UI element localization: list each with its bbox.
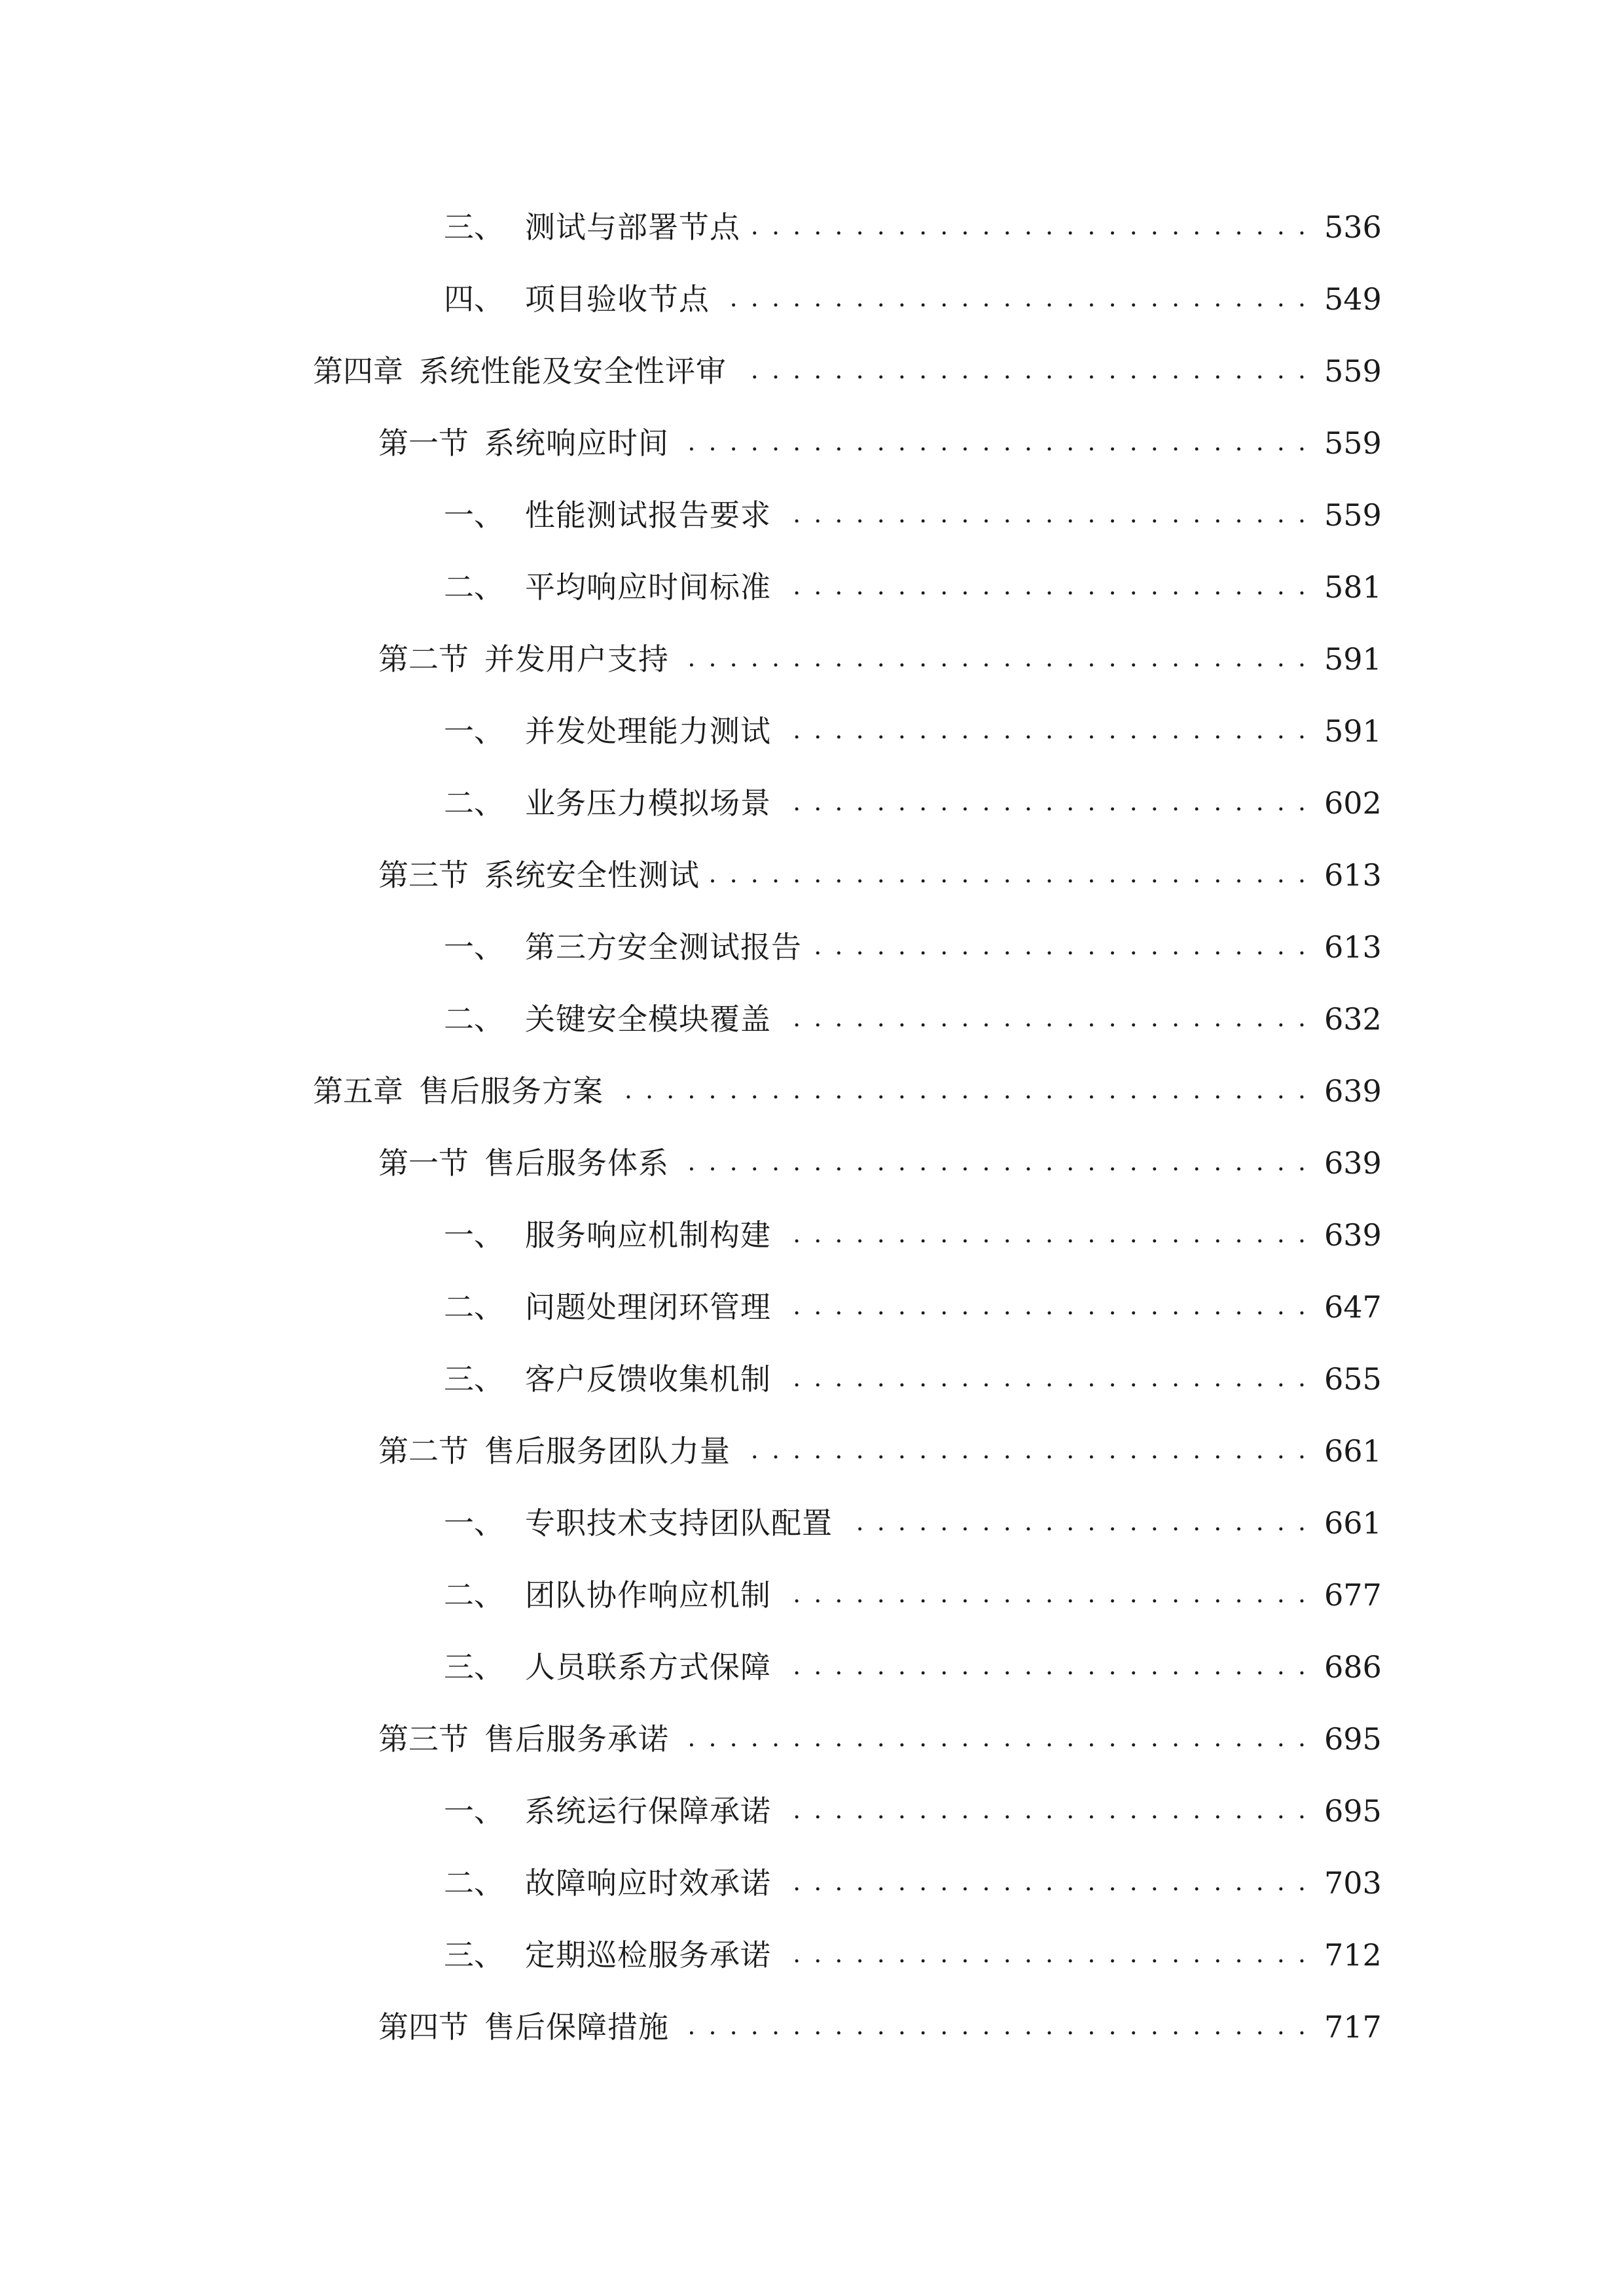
toc-entry-title: 团队协作响应机制 — [525, 1577, 771, 1613]
toc-entry-page-number: 613 — [1324, 929, 1382, 965]
toc-entry-page-number: 639 — [1324, 1217, 1382, 1253]
toc-dot-leader — [812, 932, 1308, 962]
toc-entry-title: 关键安全模块覆盖 — [525, 1001, 771, 1037]
toc-dot-leader — [782, 1796, 1308, 1826]
toc-entry-title: 并发用户支持 — [484, 641, 669, 677]
toc-entry-label — [378, 425, 669, 461]
toc-entry-page-number: 591 — [1324, 641, 1382, 677]
toc-entry-number: 二、 — [444, 569, 504, 605]
toc-entry-number: 第五章 — [313, 1073, 403, 1109]
toc-entry-title: 系统安全性测试 — [484, 857, 700, 893]
toc-entry-label — [444, 281, 710, 317]
toc-entry-title: 客户反馈收集机制 — [525, 1361, 771, 1397]
toc-entry-label — [378, 1721, 669, 1757]
toc-entry[interactable] — [0, 623, 1624, 695]
toc-entry-page-number: 661 — [1324, 1505, 1382, 1541]
toc-dot-leader — [782, 1004, 1308, 1034]
toc-entry[interactable] — [0, 1991, 1624, 2063]
toc-entry-number: 四、 — [444, 281, 504, 317]
toc-entry[interactable] — [0, 551, 1624, 623]
toc-entry-title: 售后保障措施 — [484, 2009, 669, 2045]
toc-dot-leader — [782, 788, 1308, 818]
toc-entry-label — [444, 1505, 833, 1541]
toc-entry[interactable] — [0, 1631, 1624, 1703]
toc-entry[interactable] — [0, 1127, 1624, 1199]
toc-dot-leader — [782, 500, 1308, 530]
toc-entry-number: 二、 — [444, 785, 504, 821]
toc-entry[interactable] — [0, 1919, 1624, 1991]
toc-entry-title: 系统运行保障承诺 — [525, 1793, 771, 1829]
toc-entry[interactable] — [0, 191, 1624, 263]
table-of-contents — [0, 191, 1624, 2063]
toc-entry-label — [444, 209, 740, 245]
toc-dot-leader — [751, 212, 1308, 242]
toc-entry-page-number: 581 — [1324, 569, 1382, 605]
toc-entry-label — [444, 1865, 771, 1901]
toc-entry-label — [444, 1361, 771, 1397]
toc-entry-page-number: 536 — [1324, 209, 1382, 245]
toc-entry[interactable] — [0, 1559, 1624, 1631]
toc-entry-label — [444, 1937, 771, 1973]
toc-entry[interactable] — [0, 1055, 1624, 1127]
toc-entry[interactable] — [0, 479, 1624, 551]
toc-entry-label — [378, 1145, 669, 1181]
toc-entry-title: 测试与部署节点 — [525, 209, 740, 245]
toc-entry-title: 专职技术支持团队配置 — [525, 1505, 833, 1541]
toc-entry-number: 三、 — [444, 1649, 504, 1685]
toc-dot-leader — [782, 1940, 1308, 1970]
toc-entry[interactable] — [0, 1847, 1624, 1919]
toc-entry-label — [444, 1217, 771, 1253]
toc-entry-page-number: 559 — [1324, 353, 1382, 389]
toc-entry-page-number: 661 — [1324, 1433, 1382, 1469]
toc-entry-page-number: 559 — [1324, 425, 1382, 461]
toc-entry-title: 系统响应时间 — [484, 425, 669, 461]
toc-entry-title: 问题处理闭环管理 — [525, 1289, 771, 1325]
toc-dot-leader — [843, 1508, 1308, 1538]
toc-dot-leader — [741, 1436, 1308, 1466]
toc-entry-title: 售后服务团队力量 — [484, 1433, 731, 1469]
toc-entry-page-number: 655 — [1324, 1361, 1382, 1397]
toc-entry-page-number: 632 — [1324, 1001, 1382, 1037]
toc-entry-title: 性能测试报告要求 — [525, 497, 771, 533]
toc-entry-number: 第一节 — [378, 1145, 469, 1181]
toc-entry-title: 售后服务方案 — [419, 1073, 604, 1109]
toc-entry-number: 二、 — [444, 1289, 504, 1325]
toc-entry-number: 一、 — [444, 713, 504, 749]
toc-dot-leader — [782, 1580, 1308, 1610]
toc-entry-number: 第三节 — [378, 857, 469, 893]
toc-entry-label — [444, 929, 802, 965]
toc-entry-page-number: 591 — [1324, 713, 1382, 749]
toc-entry-page-number: 602 — [1324, 785, 1382, 821]
toc-dot-leader — [679, 644, 1308, 674]
toc-entry-title: 平均响应时间标准 — [525, 569, 771, 605]
toc-entry-number: 第二节 — [378, 1433, 469, 1469]
toc-entry-number: 一、 — [444, 1505, 504, 1541]
toc-entry-title: 项目验收节点 — [525, 281, 710, 317]
toc-entry[interactable] — [0, 1271, 1624, 1343]
toc-entry-title: 并发处理能力测试 — [525, 713, 771, 749]
toc-entry[interactable] — [0, 767, 1624, 839]
toc-dot-leader — [679, 1148, 1308, 1178]
toc-dot-leader — [737, 356, 1308, 386]
toc-entry-number: 第一节 — [378, 425, 469, 461]
toc-dot-leader — [710, 860, 1308, 890]
toc-entry[interactable] — [0, 407, 1624, 479]
toc-entry-title: 业务压力模拟场景 — [525, 785, 771, 821]
toc-entry[interactable] — [0, 1415, 1624, 1487]
toc-entry-number: 第三节 — [378, 1721, 469, 1757]
toc-entry-number: 一、 — [444, 929, 504, 965]
toc-entry-page-number: 695 — [1324, 1793, 1382, 1829]
toc-entry-title: 售后服务承诺 — [484, 1721, 669, 1757]
toc-entry-number: 二、 — [444, 1001, 504, 1037]
toc-entry-label — [444, 1793, 771, 1829]
toc-entry[interactable] — [0, 839, 1624, 911]
toc-entry-page-number: 695 — [1324, 1721, 1382, 1757]
toc-entry-title: 定期巡检服务承诺 — [525, 1937, 771, 1973]
toc-entry-label — [313, 1073, 604, 1109]
toc-entry-label — [444, 1649, 771, 1685]
toc-dot-leader — [782, 1652, 1308, 1682]
toc-entry-label — [444, 713, 771, 749]
toc-entry-number: 三、 — [444, 1361, 504, 1397]
toc-entry-title: 系统性能及安全性评审 — [419, 353, 727, 389]
toc-entry-title: 第三方安全测试报告 — [525, 929, 802, 965]
toc-dot-leader — [782, 716, 1308, 746]
toc-entry-page-number: 549 — [1324, 281, 1382, 317]
toc-dot-leader — [679, 428, 1308, 458]
toc-entry-number: 第四章 — [313, 353, 403, 389]
toc-entry-number: 三、 — [444, 209, 504, 245]
toc-entry-page-number: 686 — [1324, 1649, 1382, 1685]
toc-entry[interactable] — [0, 1487, 1624, 1559]
toc-entry-page-number: 703 — [1324, 1865, 1382, 1901]
toc-dot-leader — [782, 1868, 1308, 1898]
toc-dot-leader — [782, 572, 1308, 602]
toc-entry-title: 故障响应时效承诺 — [525, 1865, 771, 1901]
toc-entry-page-number: 717 — [1324, 2009, 1382, 2045]
toc-entry-label — [444, 497, 771, 533]
toc-entry-number: 第二节 — [378, 641, 469, 677]
toc-entry-page-number: 639 — [1324, 1073, 1382, 1109]
toc-entry[interactable] — [0, 263, 1624, 335]
toc-dot-leader — [720, 284, 1308, 314]
toc-entry-label — [444, 1289, 771, 1325]
toc-entry-title: 服务响应机制构建 — [525, 1217, 771, 1253]
toc-entry[interactable] — [0, 1775, 1624, 1847]
toc-entry-label — [313, 353, 727, 389]
toc-entry-label — [444, 1577, 771, 1613]
toc-entry-label — [378, 2009, 669, 2045]
toc-entry-label — [444, 569, 771, 605]
toc-dot-leader — [782, 1220, 1308, 1250]
toc-entry-number: 二、 — [444, 1577, 504, 1613]
toc-entry-label — [444, 785, 771, 821]
toc-dot-leader — [614, 1076, 1308, 1106]
toc-entry-page-number: 712 — [1324, 1937, 1382, 1973]
toc-entry-title: 售后服务体系 — [484, 1145, 669, 1181]
toc-dot-leader — [782, 1292, 1308, 1322]
toc-dot-leader — [679, 2012, 1308, 2042]
toc-entry-label — [378, 641, 669, 677]
toc-entry-number: 一、 — [444, 497, 504, 533]
toc-entry-page-number: 613 — [1324, 857, 1382, 893]
toc-dot-leader — [679, 1724, 1308, 1754]
toc-entry-label — [378, 1433, 731, 1469]
toc-entry-label — [444, 1001, 771, 1037]
toc-entry-label — [378, 857, 700, 893]
toc-entry-page-number: 647 — [1324, 1289, 1382, 1325]
toc-entry-number: 一、 — [444, 1793, 504, 1829]
toc-entry[interactable] — [0, 911, 1624, 983]
toc-entry-page-number: 677 — [1324, 1577, 1382, 1613]
toc-entry[interactable] — [0, 335, 1624, 407]
toc-entry[interactable] — [0, 1199, 1624, 1271]
toc-entry-number: 三、 — [444, 1937, 504, 1973]
toc-entry-number: 二、 — [444, 1865, 504, 1901]
toc-entry[interactable] — [0, 983, 1624, 1055]
toc-dot-leader — [782, 1364, 1308, 1394]
toc-entry[interactable] — [0, 1703, 1624, 1775]
toc-entry[interactable] — [0, 1343, 1624, 1415]
toc-entry-title: 人员联系方式保障 — [525, 1649, 771, 1685]
toc-entry-page-number: 559 — [1324, 497, 1382, 533]
toc-entry-number: 第四节 — [378, 2009, 469, 2045]
toc-entry-page-number: 639 — [1324, 1145, 1382, 1181]
toc-entry-number: 一、 — [444, 1217, 504, 1253]
toc-entry[interactable] — [0, 695, 1624, 767]
